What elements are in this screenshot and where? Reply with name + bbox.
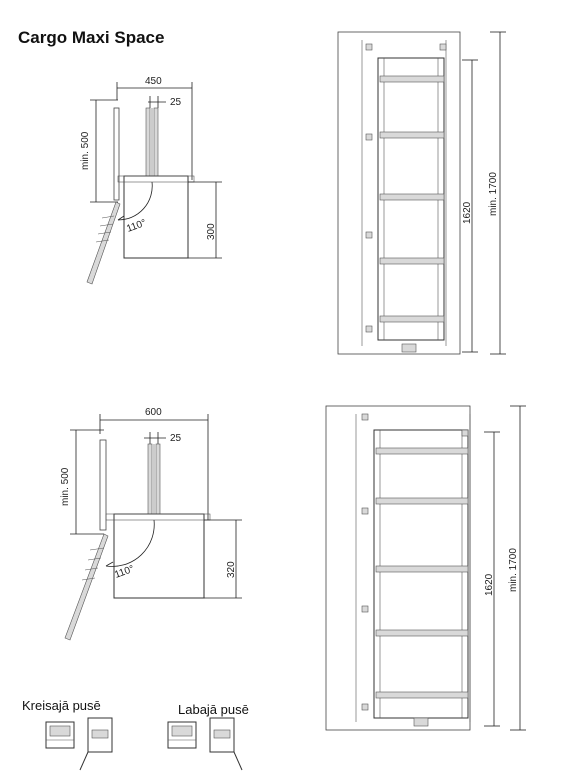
width-label: 600	[145, 407, 162, 418]
inner-width-label: 25	[170, 97, 182, 108]
inner-width-label: 25	[170, 433, 182, 444]
depth-label: 320	[226, 561, 237, 578]
plan-view-450	[80, 76, 222, 284]
legend-left-icons	[46, 718, 112, 770]
min-height-label: min. 500	[60, 467, 71, 506]
total-height-label: min. 1700	[488, 172, 499, 216]
legend-right-label: Labajā pusē	[178, 702, 249, 717]
elevation-bottom	[326, 406, 526, 730]
elevation-top	[338, 32, 506, 354]
inner-height-label: 1620	[462, 201, 473, 224]
plan-view-600	[60, 407, 242, 640]
total-height-label: min. 1700	[508, 548, 519, 592]
inner-height-label: 1620	[484, 573, 495, 596]
width-label: 450	[145, 76, 162, 87]
depth-label: 300	[206, 223, 217, 240]
legend-left-label: Kreisajā pusē	[22, 698, 101, 713]
legend-right-icons	[168, 718, 242, 770]
page-title: Cargo Maxi Space	[18, 28, 165, 47]
min-height-label: min. 500	[80, 131, 91, 170]
angle-label: 110°	[113, 563, 136, 581]
angle-label: 110°	[125, 217, 148, 235]
